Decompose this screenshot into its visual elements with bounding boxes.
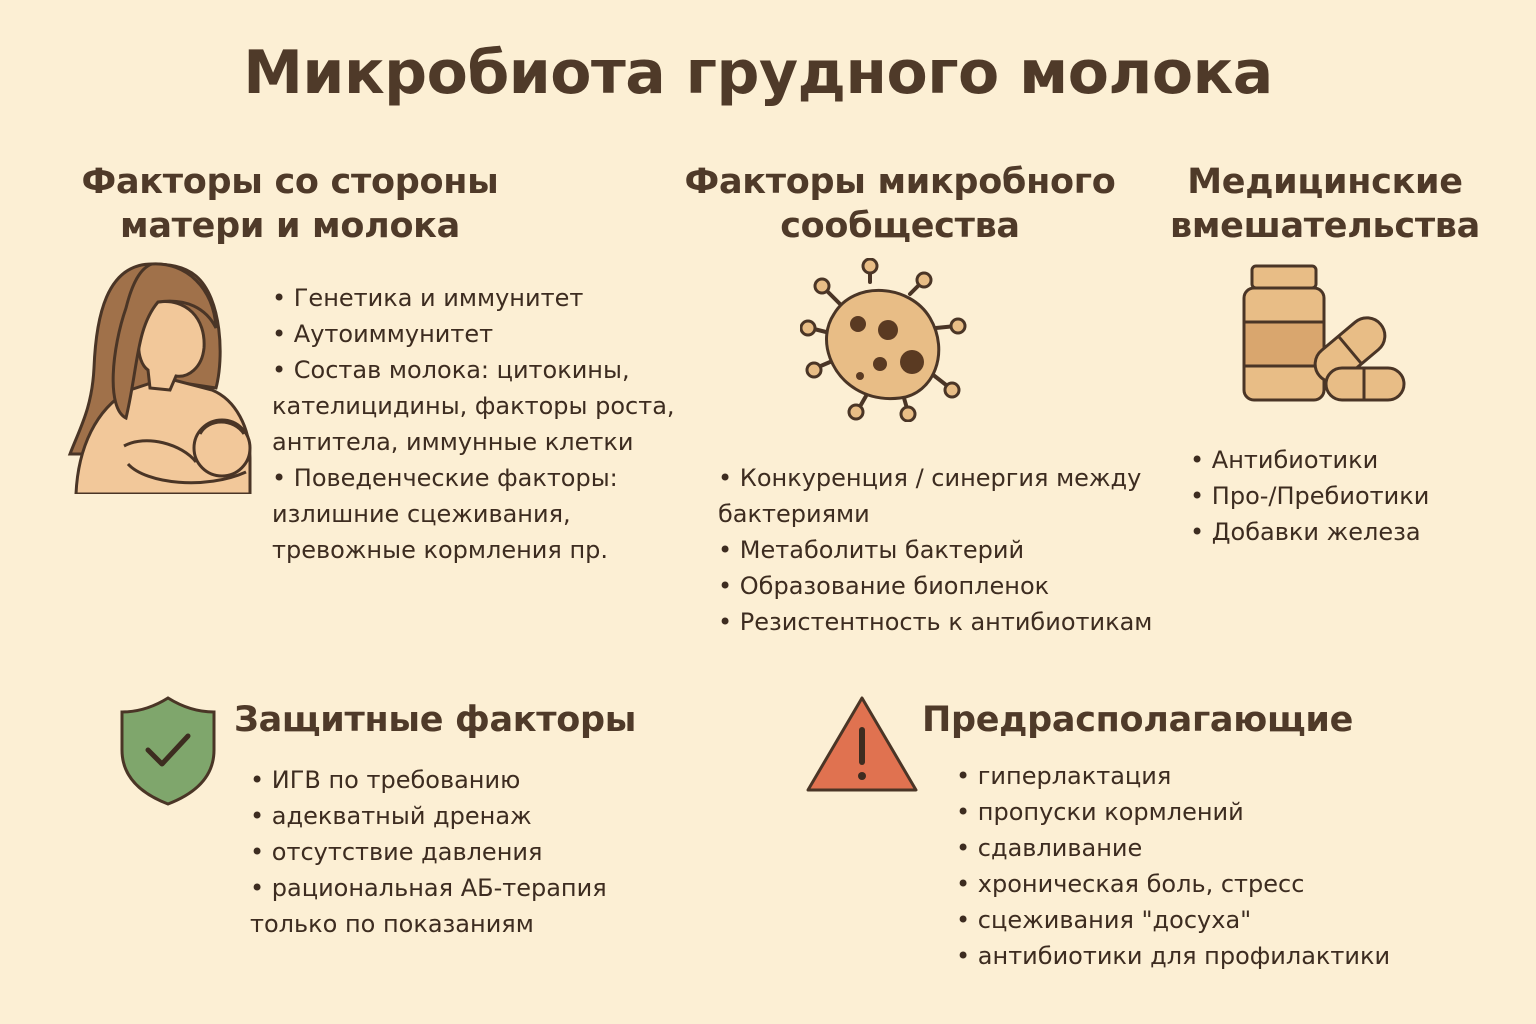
microbial-line-2: бактериями	[718, 500, 870, 528]
predisposing-factors-list	[956, 758, 1416, 974]
maternal-line-8: тревожные кормления пр.	[272, 536, 608, 564]
predisposing-item-6: • антибиотики для профилактики	[956, 938, 1416, 974]
maternal-line-4: кателицидины, факторы роста,	[272, 392, 675, 420]
medical-item-1: • Антибиотики	[1190, 442, 1510, 478]
microbial-line-4: • Образование биопленок	[718, 572, 1050, 600]
bacterium-icon	[800, 258, 970, 422]
breastfeeding-mother-icon	[66, 258, 258, 494]
predisposing-item-4: • хроническая боль, стресс	[956, 866, 1416, 902]
maternal-line-7: излишние сцеживания,	[272, 500, 571, 528]
predisposing-item-5: • сцеживания "досуха"	[956, 902, 1416, 938]
maternal-line-3: • Состав молока: цитокины,	[272, 356, 630, 384]
protective-factors-list	[250, 762, 670, 942]
protective-line-5: только по показаниям	[250, 910, 534, 938]
predisposing-item-2: • пропуски кормлений	[956, 794, 1416, 830]
microbial-line-5: • Резистентность к антибиотикам	[718, 608, 1153, 636]
protective-line-2: • адекватный дренаж	[250, 802, 532, 830]
maternal-factors-list	[272, 280, 692, 568]
medical-interventions-title: Медицинские вмешательства	[1170, 162, 1480, 246]
maternal-line-2: • Аутоиммунитет	[272, 320, 494, 348]
predisposing-item-3: • сдавливание	[956, 830, 1416, 866]
microbial-factors-list	[718, 460, 1158, 640]
warning-triangle-icon	[804, 694, 920, 794]
microbial-line-3: • Метаболиты бактерий	[718, 536, 1025, 564]
microbial-factors-title: Факторы микробного сообщества	[684, 162, 1116, 246]
medical-item-3: • Добавки железа	[1190, 514, 1510, 550]
medical-item-2: • Про-/Пребиотики	[1190, 478, 1510, 514]
medicine-bottle-pills-icon	[1240, 262, 1410, 404]
maternal-line-6: • Поведенческие факторы:	[272, 464, 618, 492]
shield-check-icon	[118, 694, 218, 808]
page-title: Микробиота грудного молока	[243, 38, 1273, 108]
protective-line-3: • отсутствие давления	[250, 838, 543, 866]
maternal-line-1: • Генетика и иммунитет	[272, 284, 584, 312]
predisposing-item-1: • гиперлактация	[956, 758, 1416, 794]
protective-line-4: • рациональная АБ-терапия	[250, 874, 607, 902]
maternal-line-5: антитела, иммунные клетки	[272, 428, 634, 456]
maternal-factors-title: Факторы со стороны матери и молока	[81, 162, 499, 246]
protective-line-1: • ИГВ по требованию	[250, 766, 521, 794]
microbial-line-1: • Конкуренция / синергия между	[718, 464, 1142, 492]
protective-factors-title: Защитные факторы	[234, 700, 637, 740]
medical-interventions-list	[1190, 442, 1510, 550]
predisposing-factors-title: Предрасполагающие	[922, 700, 1354, 740]
